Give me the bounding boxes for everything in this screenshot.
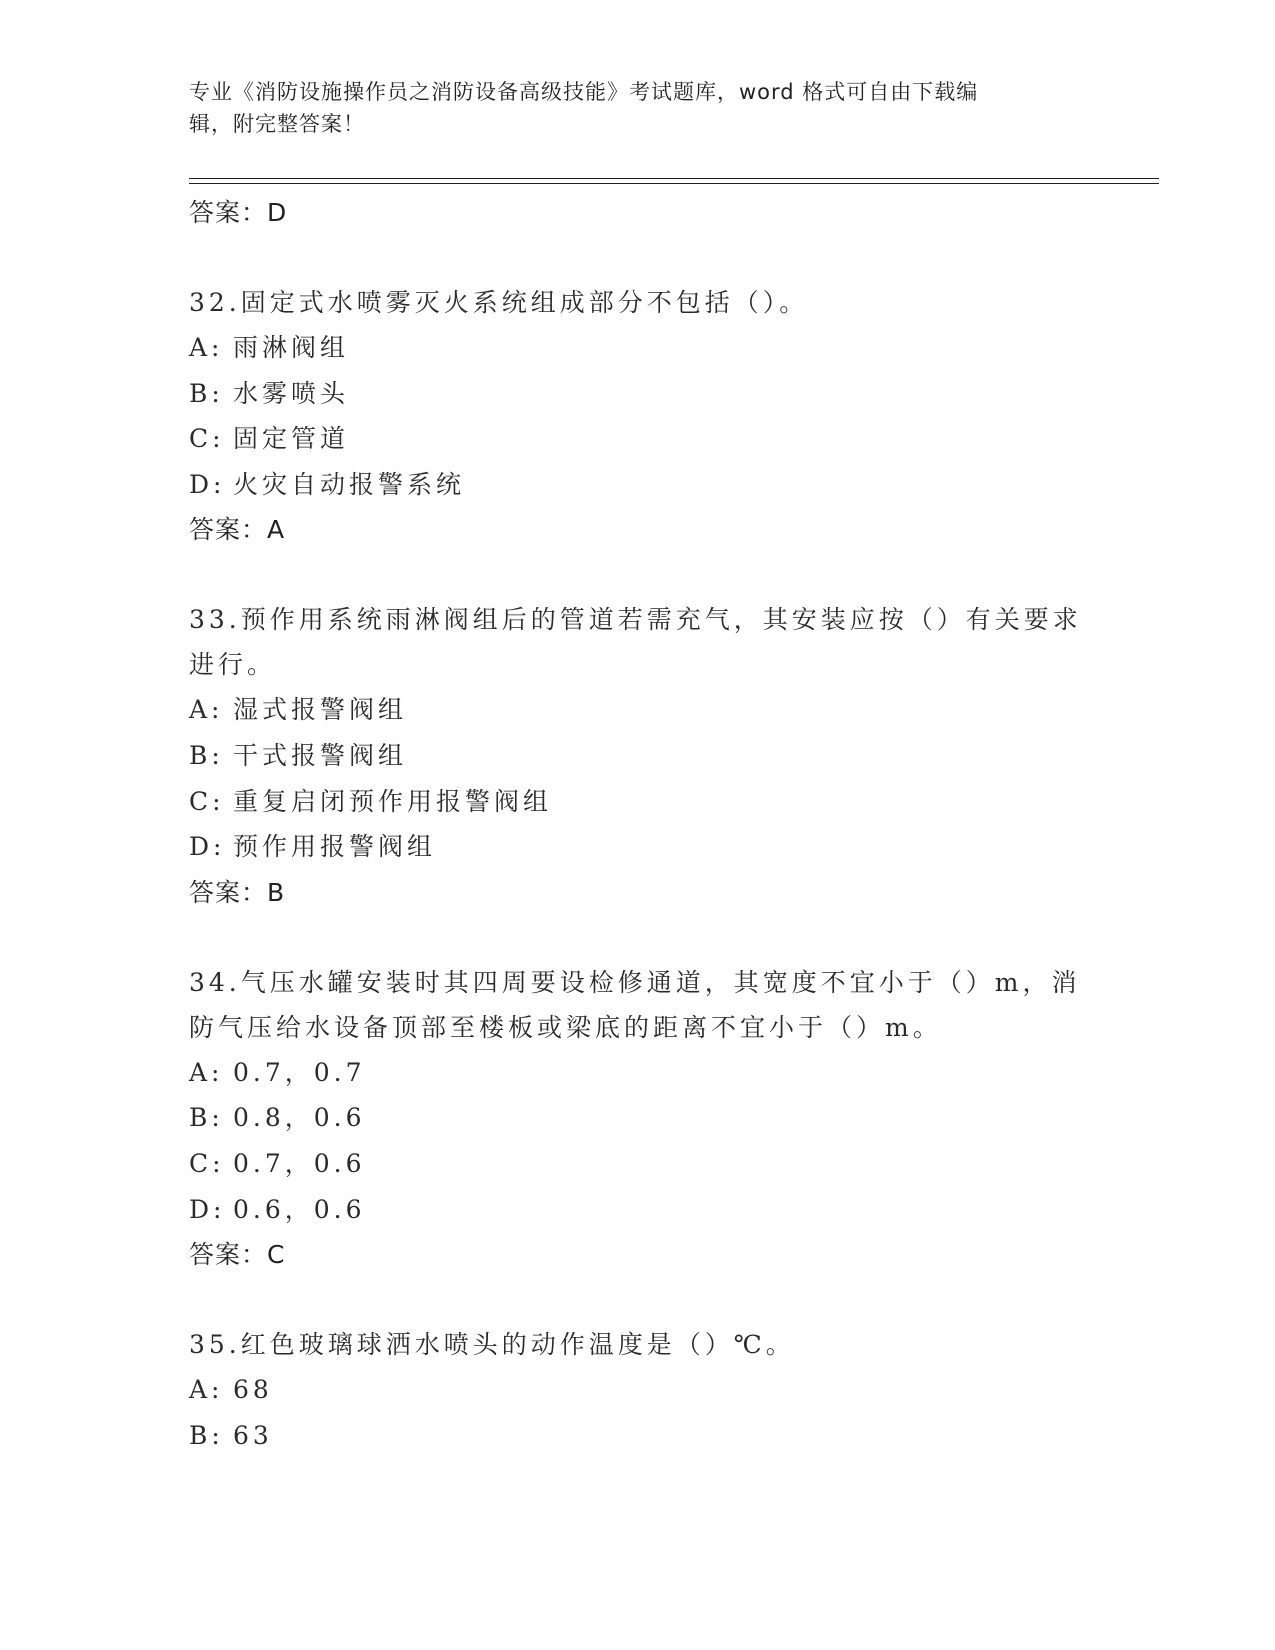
option-letter: B: xyxy=(189,1103,224,1133)
option-letter: C: xyxy=(189,786,225,816)
option-text: 预作用报警阀组 xyxy=(233,832,437,862)
option-text: 68 xyxy=(233,1375,273,1405)
answer-label: 答案：A xyxy=(189,515,286,545)
option-a xyxy=(189,1367,1089,1413)
header-line-2: 辑，附完整答案！ xyxy=(189,112,365,136)
option-text: 水雾喷头 xyxy=(233,378,350,408)
option-a xyxy=(189,687,1089,733)
option-letter: C: xyxy=(189,1148,225,1178)
option-text: 0.8，0.6 xyxy=(233,1103,366,1133)
option-text: 湿式报警阀组 xyxy=(233,695,408,725)
option-text: 火灾自动报警系统 xyxy=(233,469,466,499)
option-letter: D: xyxy=(189,469,226,499)
option-b xyxy=(189,371,1089,417)
option-text: 63 xyxy=(233,1420,273,1450)
option-a xyxy=(189,325,1089,371)
option-d xyxy=(189,462,1089,508)
question-text: 32.固定式水喷雾灭火系统组成部分不包括（）。 xyxy=(189,288,809,317)
question-text: 34.气压水罐安装时其四周要设检修通道，其宽度不宜小于（）m，消防气压给水设备顶部至楼板或梁底的距离不宜小于（）m。 xyxy=(189,967,1081,1042)
option-text: 0.7，0.6 xyxy=(233,1148,366,1178)
option-b xyxy=(189,733,1089,779)
answer-label: 答案：C xyxy=(189,1240,286,1270)
question-list xyxy=(189,190,1089,1458)
option-c xyxy=(189,1141,1089,1187)
option-text: 0.7，0.7 xyxy=(233,1057,366,1087)
question-text: 35.红色玻璃球洒水喷头的动作温度是（）℃。 xyxy=(189,1330,795,1360)
option-b xyxy=(189,1095,1089,1141)
option-c xyxy=(189,416,1089,462)
option-letter: A: xyxy=(189,1375,224,1405)
option-d xyxy=(189,824,1089,870)
option-letter: A: xyxy=(189,333,224,362)
option-text: 干式报警阀组 xyxy=(233,740,408,770)
answer-label: 答案：D xyxy=(189,198,288,227)
option-letter: B: xyxy=(189,378,224,408)
option-letter: C: xyxy=(189,424,225,454)
option-letter: D: xyxy=(189,832,226,862)
header-line-1: 专业《消防设施操作员之消防设备高级技能》考试题库，word 格式可自由下载编 xyxy=(189,80,979,104)
header-divider-top xyxy=(189,178,1159,179)
document-header xyxy=(189,76,1069,140)
option-text: 0.6，0.6 xyxy=(233,1194,366,1224)
option-letter: B: xyxy=(189,740,224,770)
answer-label: 答案：B xyxy=(189,877,286,907)
option-letter: A: xyxy=(189,695,224,725)
option-letter: B: xyxy=(189,1420,224,1450)
option-d xyxy=(189,1187,1089,1233)
option-b xyxy=(189,1413,1089,1459)
header-divider-bottom xyxy=(189,183,1159,184)
option-text: 重复启闭预作用报警阀组 xyxy=(233,786,553,816)
option-c xyxy=(189,779,1089,825)
option-letter: A: xyxy=(189,1057,224,1087)
option-letter: D: xyxy=(189,1194,226,1224)
option-text: 固定管道 xyxy=(233,424,350,454)
question-text: 33.预作用系统雨淋阀组后的管道若需充气，其安装应按（）有关要求进行。 xyxy=(189,605,1082,680)
option-a xyxy=(189,1050,1089,1096)
option-text: 雨淋阀组 xyxy=(233,333,350,362)
